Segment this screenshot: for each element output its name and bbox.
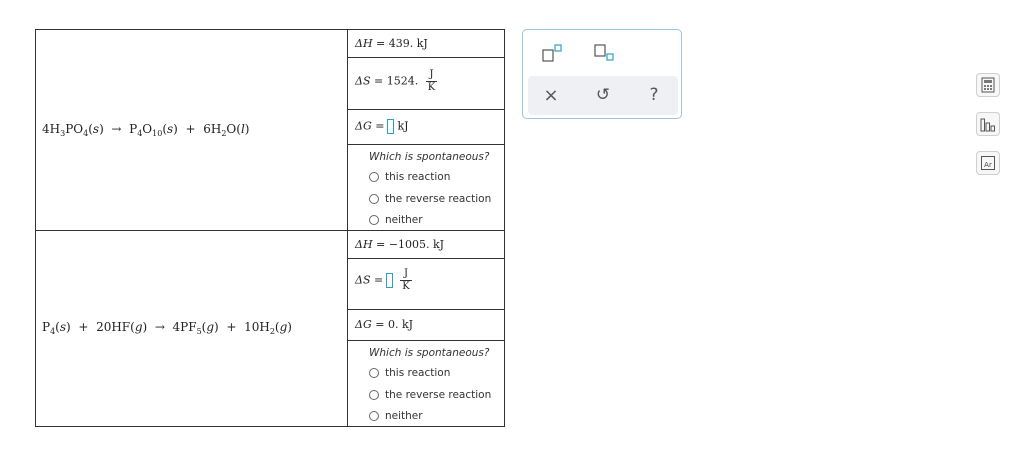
delta-h: ΔH = 439. kJ <box>355 37 428 50</box>
subscript-template-button[interactable] <box>591 42 617 64</box>
data-chart-button[interactable] <box>976 112 1000 136</box>
equation-cell <box>36 30 348 230</box>
delta-h: ΔH = −1005. kJ <box>355 238 445 251</box>
chart-icon <box>980 116 996 132</box>
toolbox-actions <box>528 76 678 115</box>
option-neither[interactable]: neither <box>369 214 423 226</box>
spontaneity-question: Which is spontaneous? <box>369 347 490 359</box>
svg-text:Ar: Ar <box>984 161 992 169</box>
unit-fraction: $\frac{J}{K}$ <box>402 268 410 292</box>
periodic-table-button[interactable] <box>976 151 1000 175</box>
unit-fraction: $\frac{J}{K}$ <box>427 69 436 93</box>
toolbox-templates <box>523 30 681 74</box>
spontaneity-question: Which is spontaneous? <box>369 151 490 163</box>
undo-button[interactable] <box>592 84 614 106</box>
reaction-equation: $4H_3PO_4(s) \to P_4O_{10}(s) + 6H_2O(l)$ <box>42 122 250 138</box>
subscript-icon <box>592 43 616 63</box>
delta-g-input[interactable] <box>387 119 394 134</box>
option-this-reaction[interactable]: this reaction <box>369 171 450 183</box>
help-icon: ? <box>649 85 659 105</box>
delta-h-cell <box>348 30 504 58</box>
table-row <box>36 30 504 231</box>
option-reverse-reaction[interactable]: the reverse reaction <box>369 193 491 205</box>
answer-toolbox <box>522 29 682 119</box>
periodic-table-icon <box>981 156 995 170</box>
delta-h-cell <box>348 231 504 259</box>
answer-cell <box>348 30 504 230</box>
table-row <box>36 231 504 427</box>
spontaneity-cell <box>348 145 504 231</box>
calculator-icon <box>981 77 995 93</box>
radio-button[interactable] <box>369 368 379 378</box>
equation-cell <box>36 231 348 427</box>
answer-cell <box>348 231 504 427</box>
delta-s: ΔS = 1524. $\frac{J}{K}$ <box>355 69 436 93</box>
superscript-template-button[interactable] <box>539 42 565 64</box>
radio-button[interactable] <box>369 172 379 182</box>
delta-s-cell <box>348 259 504 310</box>
radio-button[interactable] <box>369 411 379 421</box>
option-neither[interactable]: neither <box>369 410 423 422</box>
radio-button[interactable] <box>369 194 379 204</box>
delta-g-cell <box>348 110 504 145</box>
calculator-button[interactable] <box>976 73 1000 97</box>
option-reverse-reaction[interactable]: the reverse reaction <box>369 389 491 401</box>
delta-s-input[interactable] <box>386 273 393 288</box>
radio-button[interactable] <box>369 390 379 400</box>
option-this-reaction[interactable]: this reaction <box>369 367 450 379</box>
clear-button[interactable] <box>540 84 562 106</box>
delta-g: ΔG = kJ <box>355 119 409 133</box>
reaction-equation: $P_4(s) + 20HF(g) \to 4PF_5(g) + 10H_2(g)$ <box>42 320 292 336</box>
delta-g-cell <box>348 310 504 341</box>
undo-icon: ↺ <box>595 85 611 105</box>
radio-button[interactable] <box>369 215 379 225</box>
delta-g: ΔG = 0. kJ <box>355 318 414 331</box>
spontaneity-cell <box>348 341 504 427</box>
help-button[interactable] <box>643 84 665 106</box>
reaction-table <box>35 29 505 427</box>
delta-s-cell <box>348 58 504 110</box>
delta-s: ΔS = $\frac{J}{K}$ <box>355 268 410 292</box>
superscript-icon <box>540 43 564 63</box>
close-icon: × <box>543 84 559 106</box>
